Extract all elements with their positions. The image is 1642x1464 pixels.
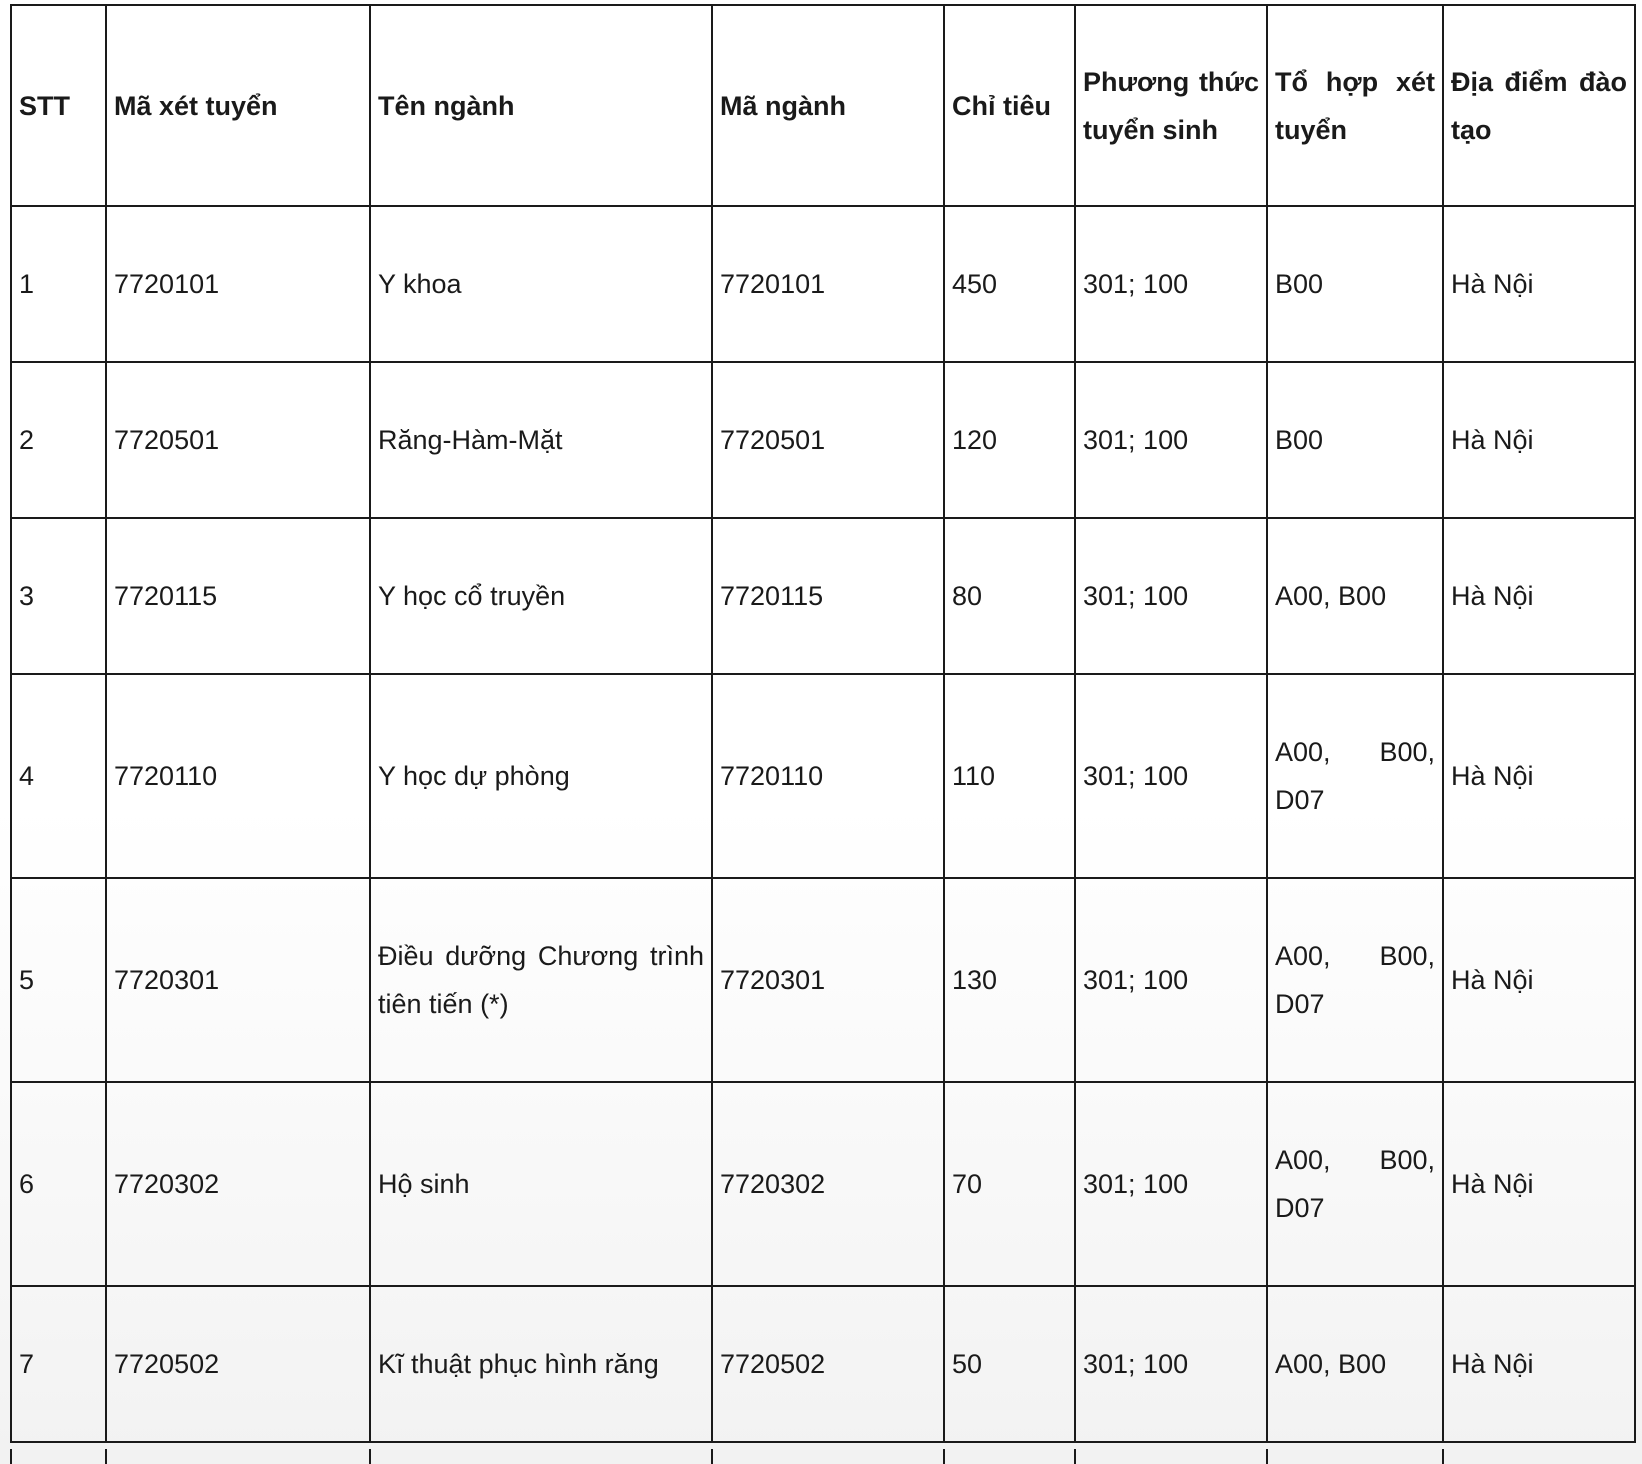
cell-ma-nganh: 7720110	[712, 674, 944, 878]
header-to-hop: Tổ hợp xét tuyển	[1267, 5, 1443, 206]
cell-to-hop: A00, B00, D07	[1267, 674, 1443, 878]
cell-to-hop: B00	[1267, 362, 1443, 518]
header-stt: STT	[11, 5, 106, 206]
cell-ma-xet-tuyen: 7720115	[106, 518, 370, 674]
cell-phuong-thuc: 301; 100	[1075, 1082, 1267, 1286]
admissions-table	[10, 4, 1636, 1443]
cell-chi-tieu: 80	[944, 518, 1075, 674]
cell-ma-nganh: 7720302	[712, 1082, 944, 1286]
column-divider	[1442, 1449, 1444, 1464]
table-header-row	[11, 5, 1635, 206]
cell-chi-tieu: 50	[944, 1286, 1075, 1442]
cell-dia-diem: Hà Nội	[1443, 878, 1635, 1082]
cell-ma-xet-tuyen: 7720101	[106, 206, 370, 362]
cell-stt: 3	[11, 518, 106, 674]
header-ten-nganh: Tên ngành	[370, 5, 712, 206]
next-row-edge	[10, 1449, 1634, 1464]
cell-ten-nganh: Điều dưỡng Chương trình tiên tiến (*)	[370, 878, 712, 1082]
column-divider	[105, 1449, 107, 1464]
cell-ten-nganh: Hộ sinh	[370, 1082, 712, 1286]
cell-phuong-thuc: 301; 100	[1075, 1286, 1267, 1442]
cell-chi-tieu: 110	[944, 674, 1075, 878]
cell-chi-tieu: 120	[944, 362, 1075, 518]
cell-stt: 5	[11, 878, 106, 1082]
cell-dia-diem: Hà Nội	[1443, 1286, 1635, 1442]
cell-ten-nganh: Kĩ thuật phục hình răng	[370, 1286, 712, 1442]
cell-ma-xet-tuyen: 7720301	[106, 878, 370, 1082]
cell-chi-tieu: 70	[944, 1082, 1075, 1286]
cell-phuong-thuc: 301; 100	[1075, 518, 1267, 674]
header-chi-tieu: Chỉ tiêu	[944, 5, 1075, 206]
table-row	[11, 674, 1635, 878]
column-divider	[943, 1449, 945, 1464]
cell-dia-diem: Hà Nội	[1443, 1082, 1635, 1286]
cell-dia-diem: Hà Nội	[1443, 674, 1635, 878]
cell-to-hop: A00, B00, D07	[1267, 1082, 1443, 1286]
cell-stt: 7	[11, 1286, 106, 1442]
cell-ma-xet-tuyen: 7720502	[106, 1286, 370, 1442]
cell-dia-diem: Hà Nội	[1443, 362, 1635, 518]
cell-ten-nganh: Y học dự phòng	[370, 674, 712, 878]
cell-to-hop: A00, B00, D07	[1267, 878, 1443, 1082]
table-row	[11, 1082, 1635, 1286]
cell-ten-nganh: Răng-Hàm-Mặt	[370, 362, 712, 518]
column-divider	[1266, 1449, 1268, 1464]
cell-phuong-thuc: 301; 100	[1075, 362, 1267, 518]
header-dia-diem: Địa điểm đào tạo	[1443, 5, 1635, 206]
cell-to-hop: B00	[1267, 206, 1443, 362]
table-row	[11, 206, 1635, 362]
cell-stt: 6	[11, 1082, 106, 1286]
table-row	[11, 518, 1635, 674]
column-divider	[369, 1449, 371, 1464]
cell-stt: 4	[11, 674, 106, 878]
header-ma-nganh: Mã ngành	[712, 5, 944, 206]
table-row	[11, 1286, 1635, 1442]
cell-ma-nganh: 7720501	[712, 362, 944, 518]
cell-ma-xet-tuyen: 7720501	[106, 362, 370, 518]
column-divider	[711, 1449, 713, 1464]
cell-dia-diem: Hà Nội	[1443, 206, 1635, 362]
header-ma-xet-tuyen: Mã xét tuyển	[106, 5, 370, 206]
table-row	[11, 362, 1635, 518]
cell-ma-xet-tuyen: 7720302	[106, 1082, 370, 1286]
cell-ma-nganh: 7720115	[712, 518, 944, 674]
header-phuong-thuc: Phương thức tuyển sinh	[1075, 5, 1267, 206]
cell-dia-diem: Hà Nội	[1443, 518, 1635, 674]
cell-phuong-thuc: 301; 100	[1075, 206, 1267, 362]
cell-chi-tieu: 450	[944, 206, 1075, 362]
table-row	[11, 878, 1635, 1082]
cell-chi-tieu: 130	[944, 878, 1075, 1082]
cell-phuong-thuc: 301; 100	[1075, 674, 1267, 878]
cell-ma-nganh: 7720101	[712, 206, 944, 362]
cell-ma-xet-tuyen: 7720110	[106, 674, 370, 878]
column-divider	[1074, 1449, 1076, 1464]
cell-phuong-thuc: 301; 100	[1075, 878, 1267, 1082]
cell-ma-nganh: 7720301	[712, 878, 944, 1082]
cell-ten-nganh: Y khoa	[370, 206, 712, 362]
cell-ma-nganh: 7720502	[712, 1286, 944, 1442]
cell-to-hop: A00, B00	[1267, 1286, 1443, 1442]
cell-ten-nganh: Y học cổ truyền	[370, 518, 712, 674]
cell-stt: 1	[11, 206, 106, 362]
cell-stt: 2	[11, 362, 106, 518]
cell-to-hop: A00, B00	[1267, 518, 1443, 674]
